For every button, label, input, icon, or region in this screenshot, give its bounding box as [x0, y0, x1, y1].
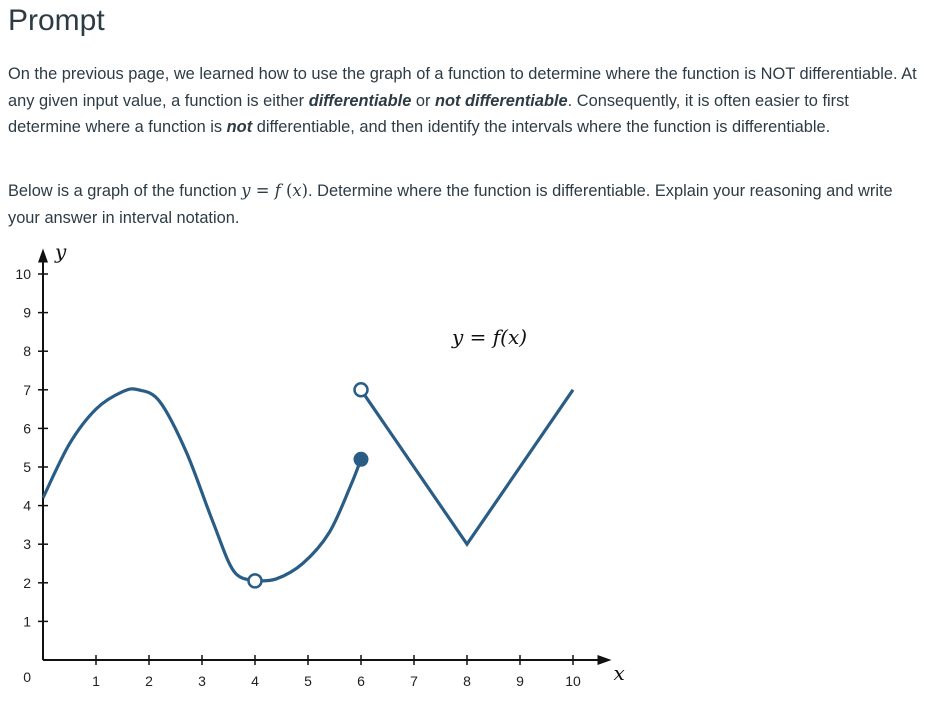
- text: Below is a graph of the function: [8, 182, 242, 200]
- curve-segment: [361, 390, 573, 544]
- page-title: Prompt: [8, 4, 105, 37]
- emphasis-not-differentiable: not differentiable: [435, 91, 568, 110]
- text: differentiable, and then identify the intervals where the function is differentiable.: [252, 118, 831, 136]
- x-tick-label: 2: [145, 673, 153, 689]
- y-tick-label: 9: [23, 304, 31, 321]
- x-tick-label: 7: [410, 673, 418, 689]
- x-tick-label: 8: [463, 673, 471, 689]
- function-label: y = f(x): [452, 325, 528, 349]
- x-axis-label: x: [613, 661, 625, 685]
- math-expression: y = f (x): [241, 181, 309, 200]
- x-tick-label: 1: [92, 673, 100, 689]
- y-tick-label: 5: [23, 459, 31, 475]
- y-tick-label: 6: [23, 420, 31, 437]
- open-point: [249, 574, 262, 587]
- y-tick-label: 8: [23, 343, 31, 360]
- function-curve: [43, 389, 573, 581]
- x-tick-label: 10: [565, 673, 581, 689]
- x-tick-label: 5: [304, 673, 312, 689]
- y-tick-label: 2: [23, 574, 31, 591]
- y-axis-label: y: [55, 240, 67, 264]
- y-tick-label: 1: [23, 613, 31, 630]
- text: or: [411, 91, 435, 110]
- open-point: [355, 383, 368, 396]
- intro-paragraph: [8, 61, 923, 141]
- curve-segment: [255, 459, 361, 581]
- function-graph: [0, 240, 640, 700]
- closed-point: [354, 452, 368, 466]
- emphasis-differentiable: differentiable: [308, 91, 412, 110]
- question-paragraph: [8, 178, 923, 231]
- text: On the previous page, we learned how to use the graph of a function to determine where the function is NOT differentiable. At any given input value, a function is either: [8, 65, 917, 110]
- x-tick-label: 3: [198, 673, 206, 689]
- x-tick-label: 4: [251, 673, 259, 689]
- x-tick-label: 9: [516, 673, 524, 689]
- y-tick-label: 7: [23, 381, 31, 398]
- curve-segment: [43, 389, 255, 581]
- text: . Determine where the function is differentiable. Explain your reasoning and write your answer in interval notation.: [8, 182, 893, 227]
- text: . Consequently, it is often easier to first determine where a function is: [8, 91, 849, 136]
- x-axis-arrow: [598, 655, 612, 665]
- origin-label: 0: [23, 669, 31, 685]
- emphasis-not: not: [226, 118, 253, 136]
- y-tick-label: 3: [23, 536, 31, 553]
- y-axis-arrow: [38, 248, 48, 262]
- y-tick-label: 10: [15, 266, 31, 282]
- x-tick-label: 6: [357, 673, 365, 689]
- y-tick-label: 4: [23, 497, 31, 514]
